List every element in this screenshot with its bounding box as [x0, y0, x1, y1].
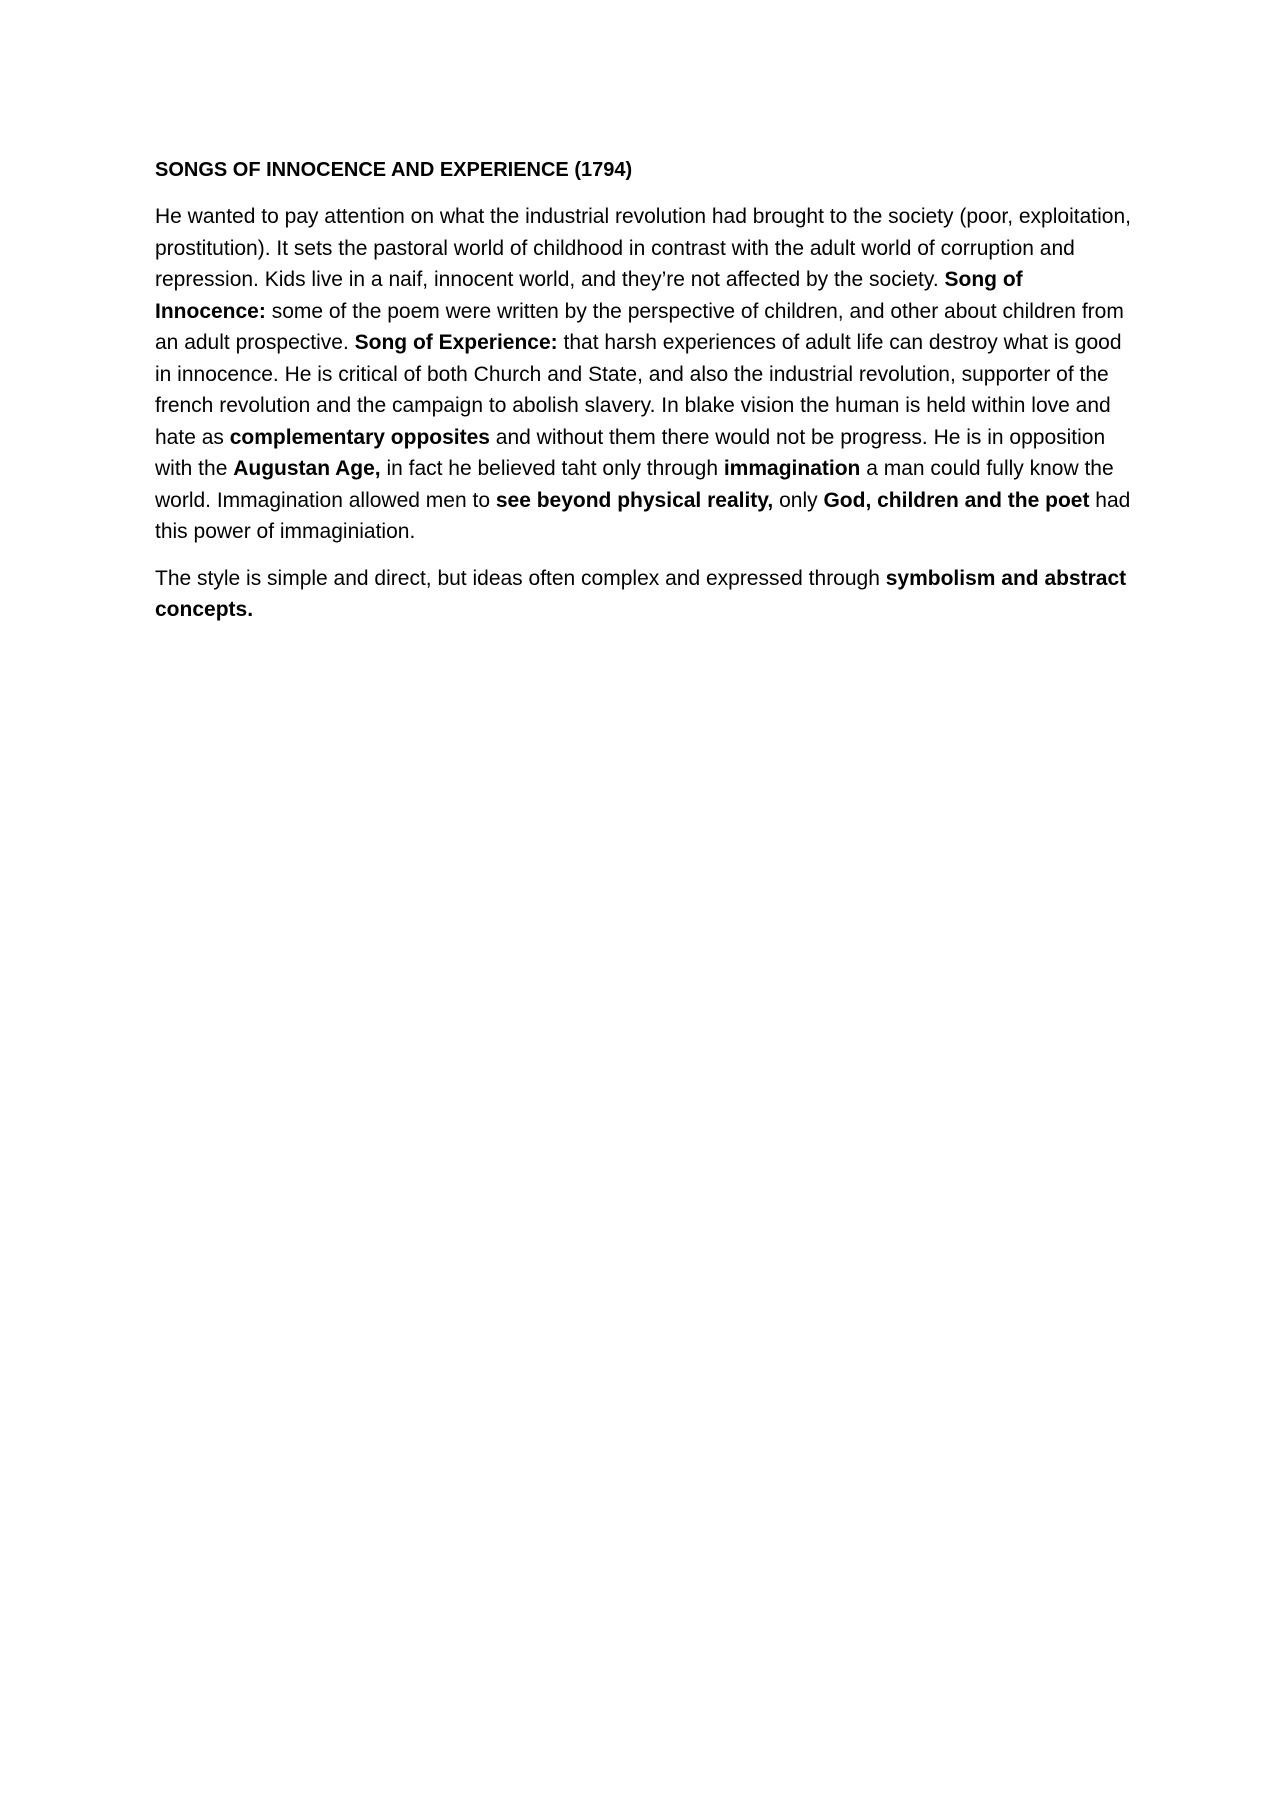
text-run-period: .	[247, 598, 254, 621]
paragraph-style	[155, 563, 1135, 626]
bold-run-complementary-opposites: complementary opposites	[229, 425, 490, 449]
text-run: a man could fully know the world. Immagination allowed men to	[155, 457, 1114, 512]
text-run: some of the poem were written by the perspective of children, and other about children from an adult prospective.	[155, 299, 1124, 354]
text-run: that harsh experiences of adult life can destroy what is good in innocence. He is critical of both Church and State, and also the industrial revolution, supporter of the french revolution and the campaign to abolish slavery. In blake vision the human is held within love and hate as	[155, 331, 1122, 449]
bold-run-symbolism: symbolism and abstract concepts	[155, 566, 1127, 621]
bold-run-song-of-innocence: Song of Innocence:	[155, 268, 1023, 323]
text-run: The style is simple and direct, but ideas often complex and expressed through	[155, 566, 886, 590]
text-run: in fact he believed taht only through	[380, 457, 724, 480]
bold-run-see-beyond-physical-reality: see beyond physical reality,	[495, 488, 774, 512]
bold-run-augustan-age: Augustan Age,	[233, 457, 381, 480]
text-run: and without them there would not be progress. He is in opposition with the	[155, 425, 1106, 480]
bold-run-song-of-experience: Song of Experience:	[354, 331, 558, 354]
document-title: SONGS OF INNOCENCE AND EXPERIENCE (1794)	[155, 159, 633, 181]
text-run: had this power of immaginiation.	[155, 488, 1131, 543]
bold-run-immagination: immagination	[723, 457, 861, 480]
text-run: only	[773, 488, 824, 512]
bold-run-god-children-poet: God, children and the poet	[823, 488, 1090, 512]
document-body	[155, 155, 1135, 626]
text-run: He wanted to pay attention on what the industrial revolution had brought to the society (poor, exploitation, prostitution). It sets the pastoral world of childhood in contrast with the adult world of corruption and repression. Kids live in a naif, innocent world, and they’re not affected by the society.	[155, 205, 1131, 291]
paragraph-blake-themes	[155, 201, 1135, 548]
